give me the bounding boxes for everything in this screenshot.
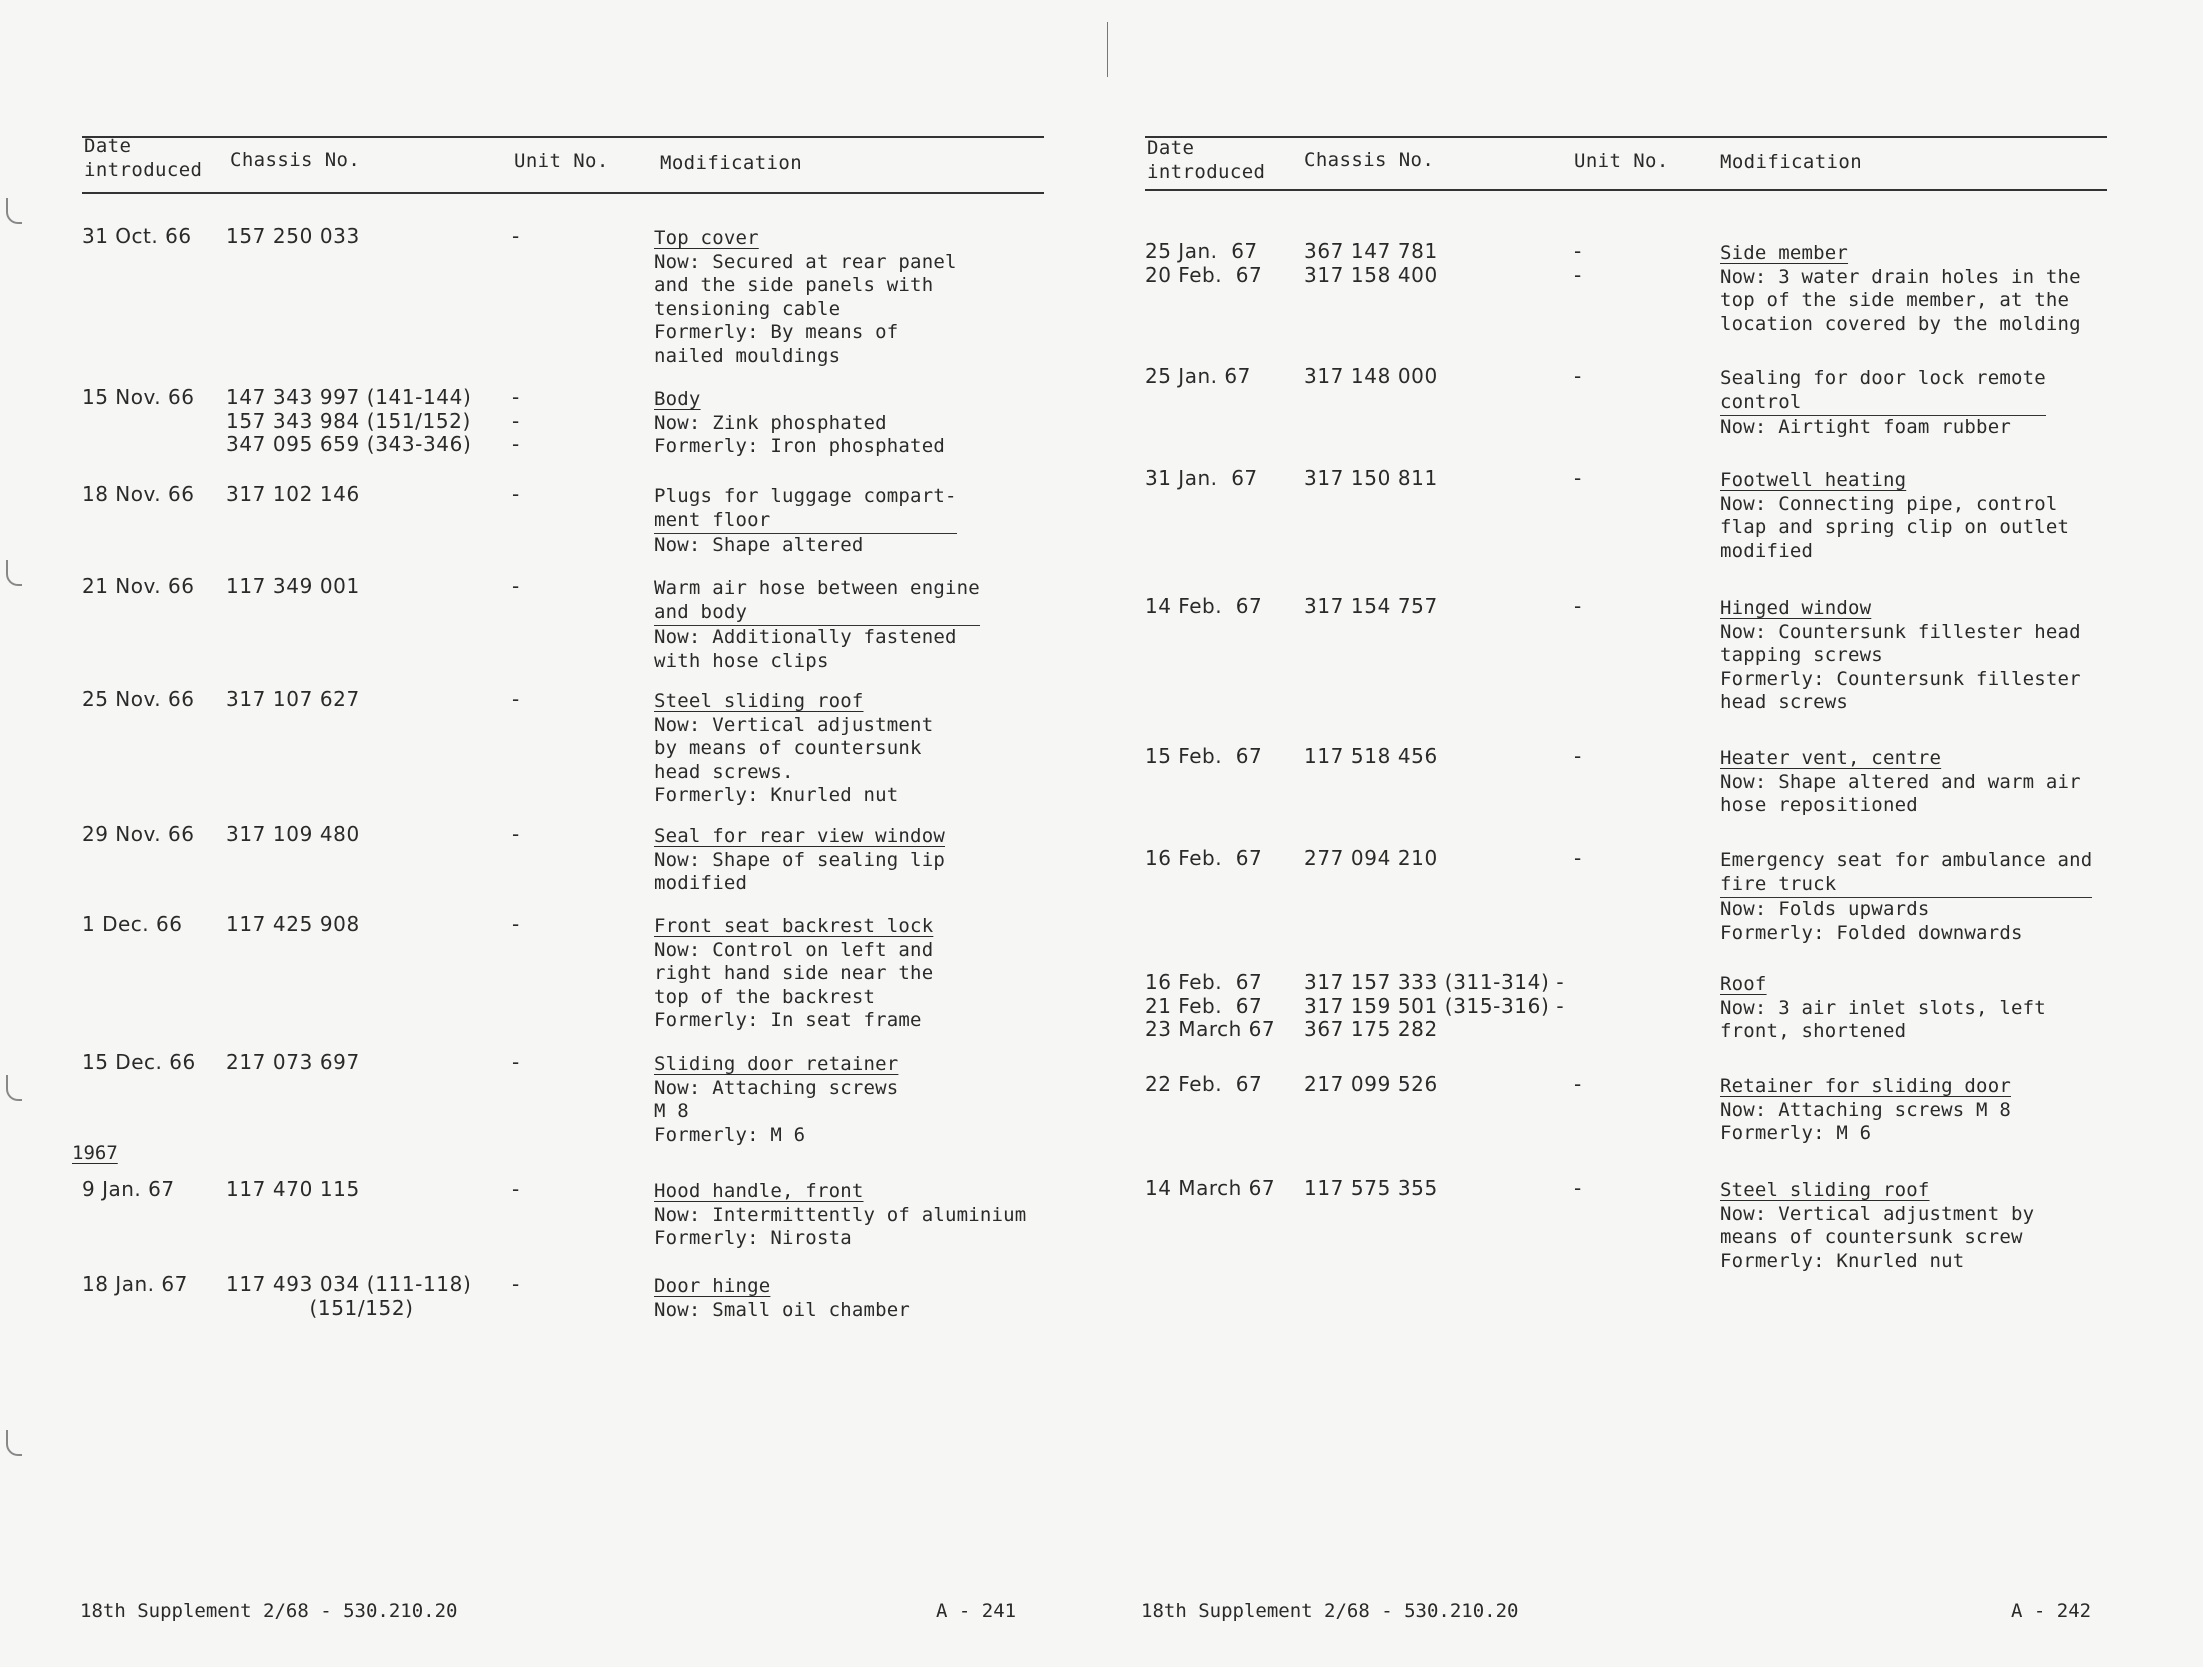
chassis-line: 317 158 400: [1304, 262, 1438, 287]
unit-cell: [512, 575, 520, 599]
unit-cell: [512, 1178, 520, 1202]
date-line: 21 Nov. 66: [82, 574, 195, 598]
modification-text: modified: [1720, 539, 1814, 562]
modification-title: Sliding door retainer: [654, 1053, 899, 1075]
date-line: 22 Feb. 67: [1145, 1072, 1263, 1096]
unit-cell: [1574, 1073, 1582, 1097]
modification-text: Formerly: Knurled nut: [654, 784, 899, 806]
date-line: 14 Feb. 67: [1145, 594, 1263, 618]
header-bottom-rule: [1145, 189, 2107, 191]
date-line: 15 Nov. 66: [82, 385, 195, 409]
modification-cell: [1720, 747, 2081, 818]
modification-title: Retainer for sliding door: [1720, 1075, 2011, 1097]
modification-text: Formerly: Folded downwards: [1720, 921, 2023, 944]
unit-line: -: [1574, 744, 1582, 768]
chassis-line: 317 159 501 (315-316) -: [1304, 993, 1565, 1018]
modification-text: Now: 3 water drain holes in the: [1720, 265, 2081, 288]
date-line: 20 Feb. 67: [1145, 262, 1263, 287]
modification-title: Steel sliding roof: [654, 690, 864, 712]
modification-title: ment floor: [654, 509, 957, 535]
modification-cell: [654, 577, 980, 673]
modification-text: Now: Folds upwards: [1720, 898, 1930, 920]
unit-line: -: [1574, 466, 1582, 490]
date-cell: [82, 483, 194, 507]
unit-cell: [1574, 467, 1582, 491]
chassis-cell: [226, 688, 360, 712]
chassis-line: 217 073 697: [226, 1050, 360, 1074]
modification-text: means of countersunk screw: [1720, 1226, 2023, 1248]
chassis-line: 157 250 033: [226, 224, 360, 248]
date-line: 15 Dec. 66: [82, 1050, 196, 1074]
modification-title: Steel sliding roof: [1720, 1179, 1930, 1201]
unit-cell: [1574, 745, 1582, 769]
modification-title: Seal for rear view window: [654, 825, 945, 847]
date-line: 15 Feb. 67: [1145, 744, 1263, 768]
unit-line: -: [512, 1272, 520, 1296]
modification-cell: [1720, 1075, 2011, 1146]
date-line: 25 Nov. 66: [82, 687, 195, 711]
modification-text: Now: Zink phosphated: [654, 411, 887, 434]
unit-line: -: [1574, 239, 1582, 263]
chassis-line: 367 147 781: [1304, 239, 1438, 263]
date-line: 14 March 67: [1145, 1176, 1276, 1200]
unit-line: -: [512, 385, 520, 409]
modification-text: Now: Connecting pipe, control: [1720, 492, 2058, 515]
modification-text: top of the side member, at the: [1720, 289, 2070, 311]
chassis-line: 347 095 659 (343-346): [226, 432, 472, 456]
modification-title: Body: [654, 388, 701, 410]
chassis-line: 117 575 355: [1304, 1176, 1438, 1200]
unit-line: -: [512, 1177, 520, 1201]
modification-text: Now: Attaching screws M 8: [1720, 1098, 2011, 1121]
chassis-line: 157 343 984 (151/152): [226, 408, 471, 433]
modification-title: and body: [654, 601, 980, 627]
unit-cell: [512, 1273, 520, 1297]
header-unit: Unit No.: [514, 150, 609, 172]
date-line: 16 Feb. 67: [1145, 846, 1263, 870]
modification-text: Now: Additionally fastened: [654, 626, 957, 648]
chassis-cell: [1304, 847, 1438, 871]
unit-cell: [512, 386, 520, 457]
modification-cell: [1720, 242, 2081, 336]
unit-line: -: [1574, 594, 1582, 618]
unit-cell: [1574, 847, 1582, 871]
chassis-cell: [226, 913, 360, 937]
modification-cell: [654, 1180, 1026, 1251]
modification-title: Plugs for luggage compart-: [654, 485, 957, 507]
unit-line: -: [512, 482, 520, 506]
header-chassis: Chassis No.: [1304, 149, 1435, 171]
date-line: 18 Jan. 67: [82, 1272, 188, 1296]
chassis-cell: [226, 386, 471, 457]
unit-cell: [512, 1051, 520, 1075]
chassis-cell: [226, 483, 360, 507]
modification-cell: [654, 825, 945, 896]
modification-title: Door hinge: [654, 1275, 771, 1297]
modification-text: Now: Airtight foam rubber: [1720, 416, 2011, 438]
date-cell: [82, 225, 192, 249]
chassis-line: 117 349 001: [226, 574, 360, 598]
chassis-cell: [1304, 467, 1438, 491]
modification-title: Warm air hose between engine: [654, 577, 980, 599]
date-line: 1 Dec. 66: [82, 912, 183, 936]
date-cell: [1145, 745, 1262, 769]
unit-line: -: [512, 574, 520, 598]
chassis-line: 367 175 282: [1304, 1017, 1438, 1041]
modification-text: Now: Vertical adjustment: [654, 713, 934, 736]
chassis-cell: [226, 823, 360, 847]
date-cell: [1145, 1177, 1275, 1201]
page-right: [1101, 0, 2203, 1667]
header-date: Date introduced: [1147, 137, 1266, 183]
footer-text: 18th Supplement 2/68 - 530.210.20: [80, 1600, 458, 1622]
date-cell: [82, 386, 194, 410]
modification-text: Now: Shape of sealing lip: [654, 848, 945, 871]
modification-title: Hinged window: [1720, 597, 1872, 619]
modification-cell: [654, 915, 933, 1033]
modification-text: head screws.: [654, 760, 794, 783]
chassis-line: 147 343 997 (141-144): [226, 385, 472, 409]
modification-text: Now: 3 air inlet slots, left: [1720, 996, 2046, 1019]
page-left: [0, 0, 1101, 1667]
page-number: A - 241: [936, 1600, 1017, 1622]
modification-text: tapping screws: [1720, 644, 1883, 666]
modification-title: Front seat backrest lock: [654, 915, 934, 937]
unit-cell: [512, 483, 520, 507]
modification-text: front, shortened: [1720, 1020, 1907, 1042]
unit-cell: [1574, 1177, 1582, 1201]
modification-cell: [654, 1275, 910, 1322]
modification-text: Formerly: Iron phosphated: [654, 435, 945, 457]
unit-cell: [1574, 365, 1582, 389]
modification-text: Formerly: Knurled nut: [1720, 1249, 1965, 1272]
unit-line: -: [512, 224, 520, 248]
modification-text: tensioning cable: [654, 297, 841, 320]
chassis-line: 317 107 627: [226, 687, 360, 711]
year-label: 1967: [72, 1142, 118, 1164]
date-cell: [1145, 971, 1275, 1042]
modification-text: M 8: [654, 1100, 689, 1122]
date-line: 25 Jan. 67: [1145, 364, 1251, 388]
unit-cell: [512, 225, 520, 249]
modification-text: Now: Intermittently of aluminium: [654, 1203, 1027, 1226]
modification-text: head screws: [1720, 691, 1849, 713]
date-line: 31 Jan. 67: [1145, 466, 1258, 490]
chassis-cell: [1304, 1073, 1438, 1097]
modification-cell: [1720, 973, 2046, 1044]
modification-text: by means of countersunk: [654, 737, 922, 759]
chassis-cell: [226, 225, 360, 249]
modification-text: Formerly: Countersunk fillester: [1720, 667, 2081, 690]
modification-cell: [1720, 367, 2046, 440]
modification-text: top of the backrest: [654, 985, 876, 1008]
modification-text: flap and spring clip on outlet: [1720, 516, 2070, 538]
unit-line: -: [512, 687, 520, 711]
modification-cell: [654, 690, 933, 808]
chassis-line: 277 094 210: [1304, 846, 1438, 870]
unit-cell: [1574, 240, 1582, 287]
header-unit: Unit No.: [1574, 150, 1669, 172]
header-top-rule: [1145, 136, 2107, 138]
chassis-line: 117 425 908: [226, 912, 360, 936]
modification-cell: [1720, 1179, 2034, 1273]
date-cell: [1145, 365, 1251, 389]
header-top-rule: [82, 136, 1044, 138]
unit-cell: [1574, 595, 1582, 619]
modification-text: right hand side near the: [654, 962, 934, 984]
unit-line: -: [512, 912, 520, 936]
date-cell: [82, 688, 194, 712]
modification-title: control: [1720, 391, 2046, 417]
header-bottom-rule: [82, 192, 1044, 194]
header-modification: Modification: [1720, 151, 1863, 173]
chassis-line: 117 493 034 (111-118): [226, 1272, 472, 1296]
chassis-line: 317 157 333 (311-314) -: [1304, 970, 1565, 994]
date-line: 16 Feb. 67: [1145, 970, 1263, 994]
unit-line: -: [1574, 1072, 1582, 1096]
date-cell: [82, 913, 182, 937]
chassis-line: 317 154 757: [1304, 594, 1438, 618]
modification-text: Now: Shape altered: [654, 534, 864, 556]
modification-title: Sealing for door lock remote: [1720, 367, 2046, 389]
chassis-cell: [1304, 240, 1438, 287]
chassis-cell: [226, 1273, 471, 1320]
date-cell: [82, 1051, 196, 1075]
unit-cell: [512, 823, 520, 847]
chassis-cell: [1304, 745, 1438, 769]
modification-cell: [1720, 849, 2092, 945]
modification-text: Now: Countersunk fillester head: [1720, 620, 2081, 643]
modification-title: Hood handle, front: [654, 1180, 864, 1202]
unit-line: -: [512, 1050, 520, 1074]
modification-text: Now: Attaching screws: [654, 1076, 899, 1099]
modification-title: Top cover: [654, 227, 759, 249]
chassis-line: 217 099 526: [1304, 1072, 1438, 1096]
modification-text: Formerly: By means of: [654, 321, 899, 343]
unit-line: -: [1574, 1176, 1582, 1200]
date-cell: [1145, 467, 1258, 491]
date-cell: [1145, 1073, 1262, 1097]
date-line: 25 Jan. 67: [1145, 239, 1258, 263]
unit-line: -: [1574, 846, 1582, 870]
modification-cell: [1720, 469, 2069, 563]
date-line: 9 Jan. 67: [82, 1177, 175, 1201]
unit-line: -: [512, 822, 520, 846]
date-cell: [82, 823, 194, 847]
modification-text: Now: Small oil chamber: [654, 1298, 911, 1321]
modification-text: Now: Secured at rear panel: [654, 250, 957, 273]
modification-text: Formerly: M 6: [654, 1123, 806, 1146]
modification-title: Roof: [1720, 973, 1767, 995]
unit-line: -: [512, 408, 520, 433]
modification-title: Side member: [1720, 242, 1849, 264]
chassis-line: 317 102 146: [226, 482, 360, 506]
modification-text: location covered by the molding: [1720, 312, 2081, 335]
chassis-line: 317 109 480: [226, 822, 360, 846]
unit-line: -: [1574, 364, 1582, 388]
date-line: 23 March 67: [1145, 1017, 1276, 1041]
chassis-cell: [1304, 1177, 1438, 1201]
modification-text: hose repositioned: [1720, 794, 1918, 816]
modification-text: Formerly: M 6: [1720, 1122, 1872, 1144]
modification-cell: [1720, 597, 2081, 715]
date-line: 18 Nov. 66: [82, 482, 195, 506]
date-cell: [82, 575, 194, 599]
modification-cell: [654, 1053, 898, 1147]
modification-text: Now: Control on left and: [654, 938, 934, 961]
date-cell: [82, 1178, 175, 1202]
date-cell: [1145, 847, 1262, 871]
unit-line: -: [1574, 262, 1582, 287]
modification-text: and the side panels with: [654, 274, 934, 296]
modification-title: fire truck: [1720, 873, 2092, 899]
page-number: A - 242: [2011, 1600, 2092, 1622]
unit-line: -: [512, 432, 520, 456]
footer-text: 18th Supplement 2/68 - 530.210.20: [1141, 1600, 1519, 1622]
chassis-cell: [226, 575, 360, 599]
chassis-line: 317 148 000: [1304, 364, 1438, 388]
header-chassis: Chassis No.: [230, 149, 361, 171]
chassis-line: (151/152): [226, 1295, 414, 1320]
header-date: Date introduced: [84, 135, 203, 181]
modification-text: with hose clips: [654, 649, 829, 672]
modification-cell: [654, 227, 957, 368]
chassis-line: 317 150 811: [1304, 466, 1438, 490]
date-cell: [82, 1273, 188, 1297]
modification-title: Heater vent, centre: [1720, 747, 1942, 769]
unit-cell: [512, 688, 520, 712]
modification-text: Now: Shape altered and warm air: [1720, 770, 2081, 793]
modification-cell: [654, 388, 945, 459]
chassis-cell: [226, 1178, 360, 1202]
date-cell: [1145, 595, 1262, 619]
modification-text: modified: [654, 872, 748, 894]
unit-cell: [512, 913, 520, 937]
chassis-line: 117 470 115: [226, 1177, 360, 1201]
modification-title: Footwell heating: [1720, 469, 1907, 491]
modification-title: Emergency seat for ambulance and: [1720, 849, 2093, 871]
modification-text: Formerly: In seat frame: [654, 1009, 922, 1031]
chassis-cell: [1304, 595, 1438, 619]
modification-text: nailed mouldings: [654, 344, 841, 367]
date-line: 29 Nov. 66: [82, 822, 195, 846]
modification-cell: [654, 485, 957, 558]
chassis-cell: [226, 1051, 360, 1075]
chassis-cell: [1304, 365, 1438, 389]
chassis-line: 117 518 456: [1304, 744, 1438, 768]
date-line: 21 Feb. 67: [1145, 993, 1263, 1018]
date-cell: [1145, 240, 1262, 287]
header-modification: Modification: [660, 152, 803, 174]
date-line: 31 Oct. 66: [82, 224, 192, 248]
modification-text: Formerly: Nirosta: [654, 1227, 852, 1249]
modification-text: Now: Vertical adjustment by: [1720, 1202, 2035, 1225]
chassis-cell: [1304, 971, 1564, 1042]
